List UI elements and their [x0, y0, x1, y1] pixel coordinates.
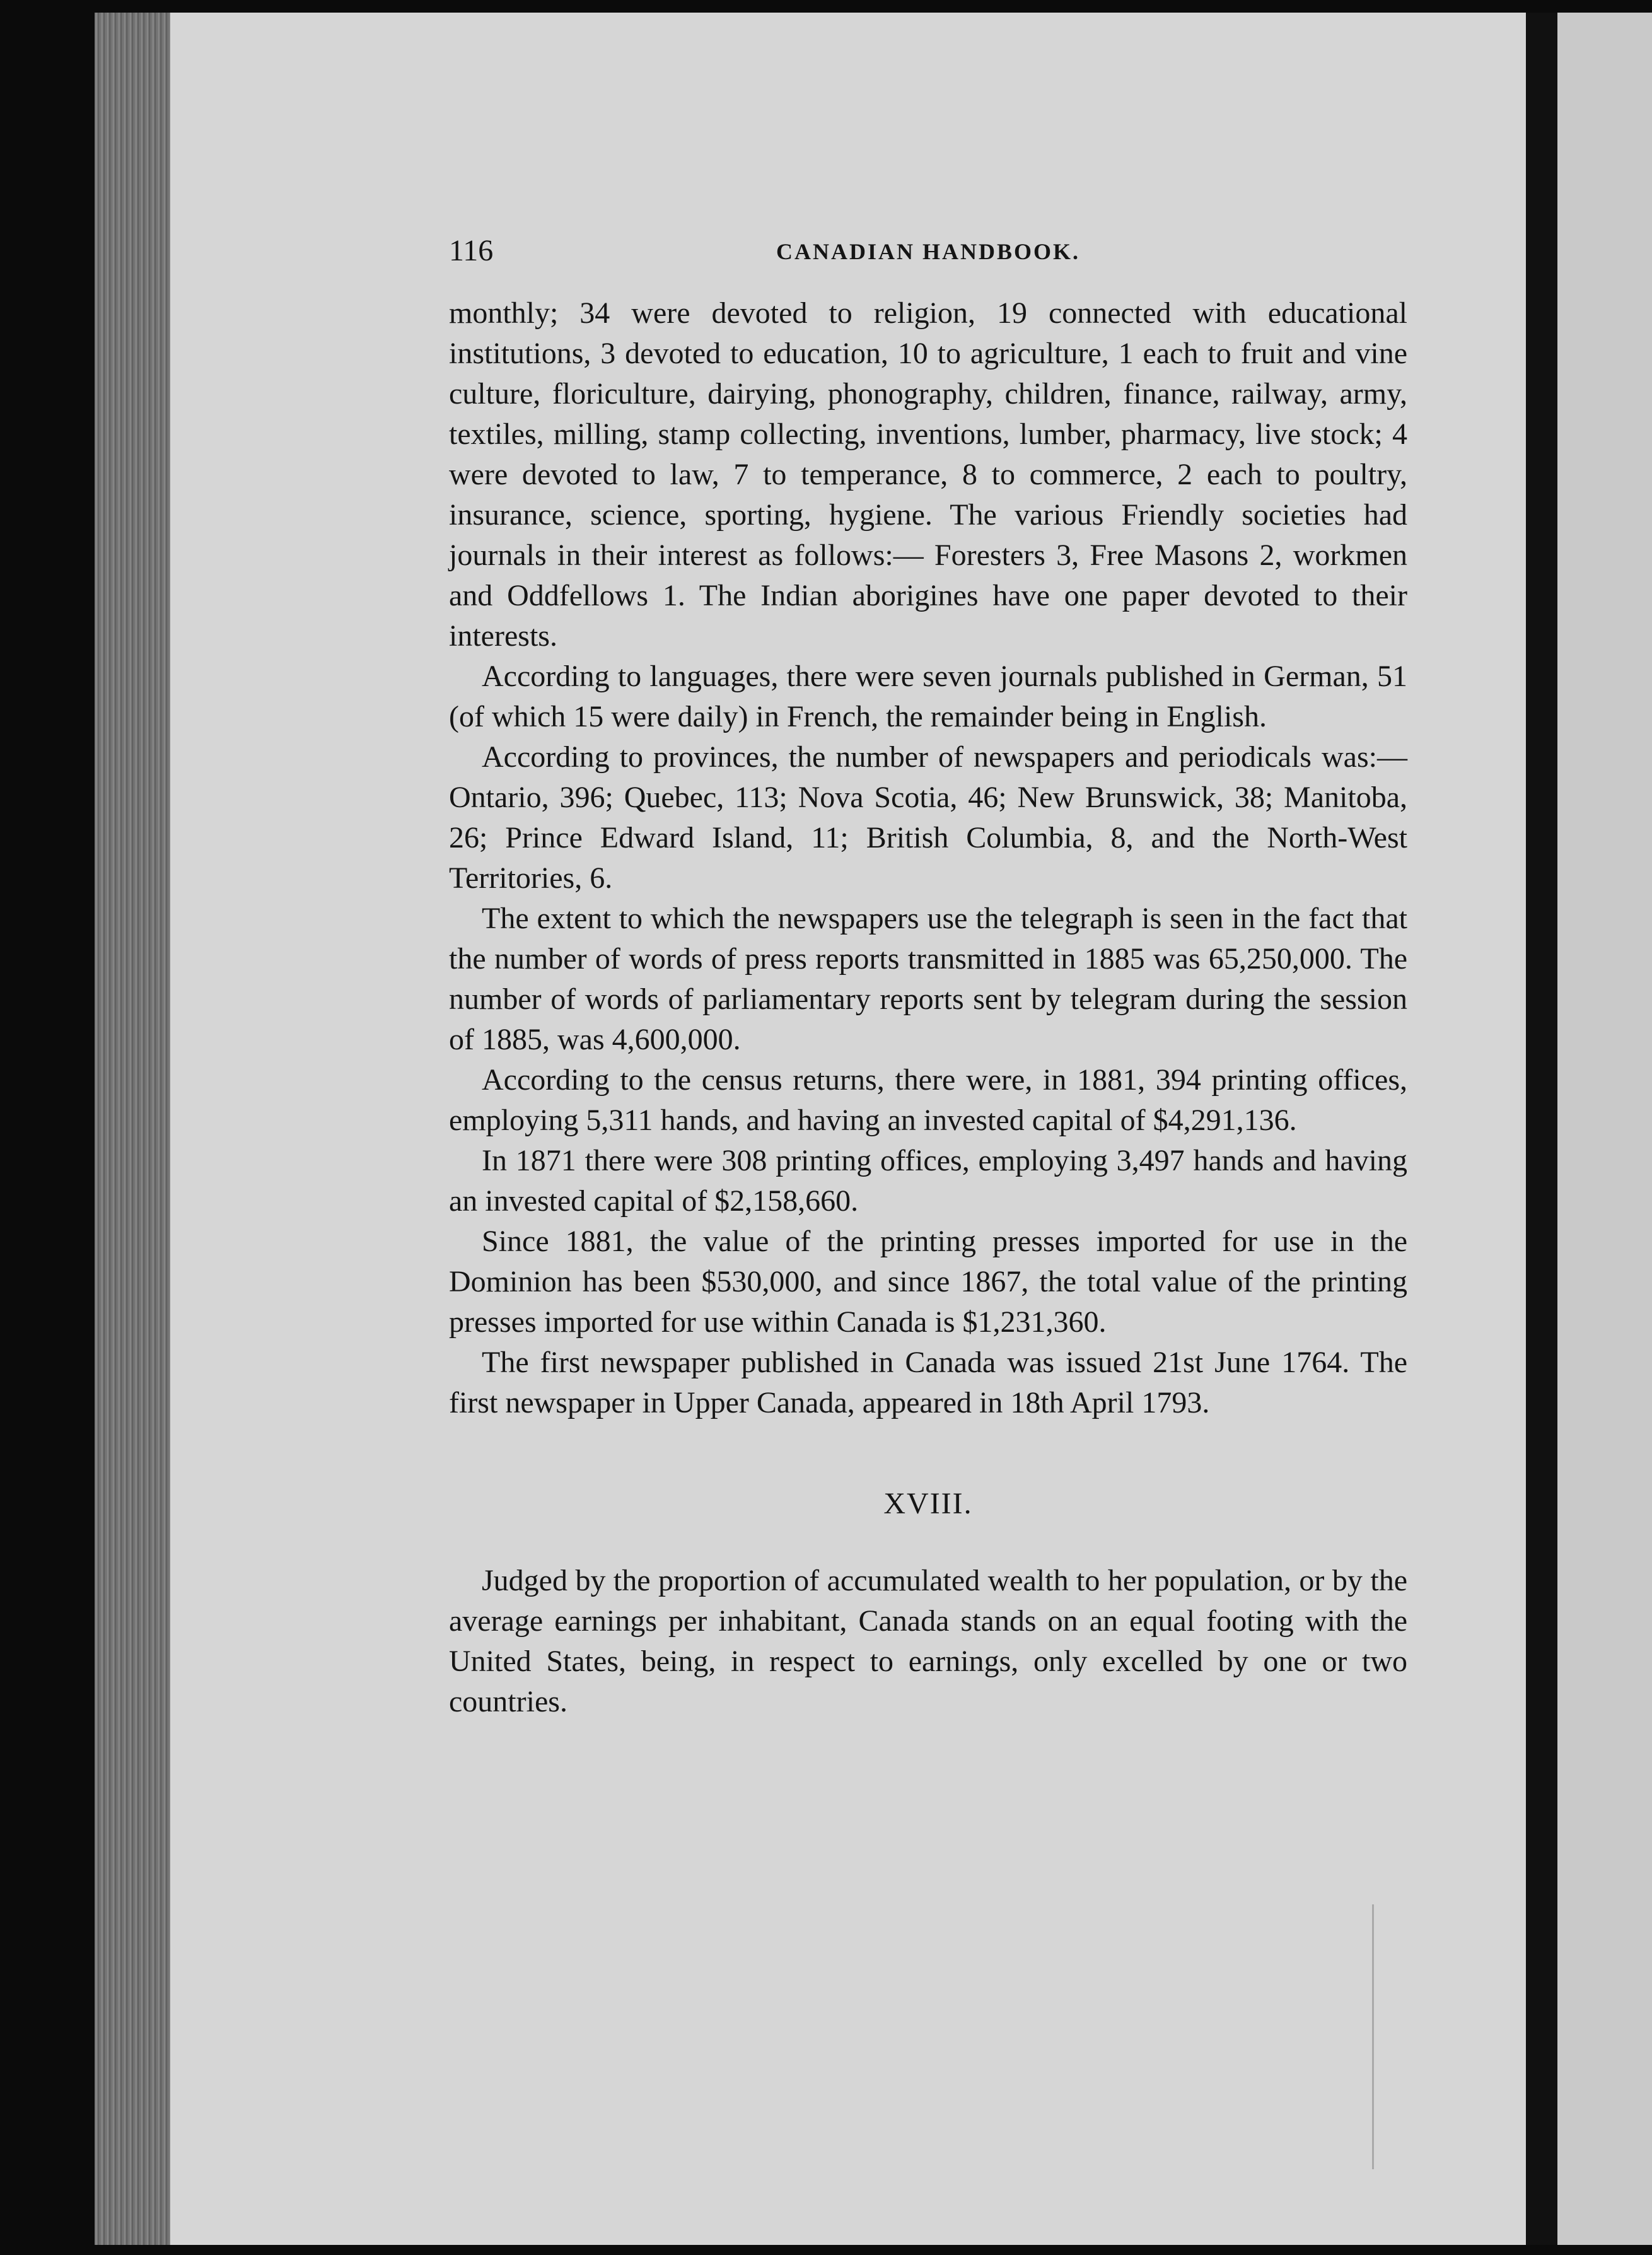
paragraph: According to languages, there were seven journals published in German, 51 (of which 15 were daily) in French, the remainder being in English.: [449, 660, 1407, 733]
paragraph: Since 1881, the value of the printing presses imported for use in the Dominion has been $530,000, and since 1867, the total value of the printing presses imported for use within Canada is $1,231,360.: [449, 1225, 1407, 1339]
page-number: 116: [449, 234, 494, 267]
page-crease: [1372, 1904, 1374, 2169]
book-gutter: [1526, 13, 1557, 2245]
running-title: CANADIAN HANDBOOK.: [776, 239, 1080, 264]
book-page-edges: [95, 13, 177, 2245]
paragraph: According to the census returns, there were, in 1881, 394 printing offices, employing 5,311 hands, and having an invested capital of $4,291,136.: [449, 1063, 1407, 1137]
paragraph: monthly; 34 were devoted to religion, 19 connected with educational institutions, 3 devoted to education, 10 to agriculture, 1 each to fruit and vine culture, floriculture, dairying, phonography, children, finance, railway, army, textiles, milling, stamp collecting, inventions, lumber, pharmacy, live stock; 4 were devoted to law, 7 to temperance, 8 to commerce, 2 each to poultry, insurance, science, sporting, hygiene. The various Friendly societies had journals in their interest as follows:— Foresters 3, Free Masons 2, workmen and Oddfellows 1. The Indian aborigines have one paper devoted to their interests.: [449, 296, 1407, 653]
paragraph: The first newspaper published in Canada was issued 21st June 1764. The first newspaper in Upper Canada, appeared in 18th April 1793.: [449, 1346, 1407, 1419]
running-head: [449, 233, 1407, 271]
section-heading: XVIII.: [883, 1487, 973, 1520]
paragraph: The extent to which the newspapers use the telegraph is seen in the fact that the number of words of press reports transmitted in 1885 was 65,250,000. The number of words of parliamentary reports sent by telegram during the session of 1885, was 4,600,000.: [449, 902, 1407, 1056]
page-body: [449, 293, 1407, 1722]
paragraph: In 1871 there were 308 printing offices, employing 3,497 hands and having an invested capital of $2,158,660.: [449, 1144, 1407, 1218]
facing-page-edge: [1557, 13, 1652, 2245]
section-paragraph: Judged by the proportion of accumulated wealth to her population, or by the average earnings per inhabitant, Canada stands on an equal footing with the United States, being, in respect to earnings, only excelled by one or two countries.: [449, 1564, 1407, 1718]
paragraph: According to provinces, the number of newspapers and periodicals was:—Ontario, 396; Quebec, 113; Nova Scotia, 46; New Brunswick, 38; Manitoba, 26; Prince Edward Island, 11; British Columbia, 8, and the North-West Territories, 6.: [449, 740, 1407, 895]
